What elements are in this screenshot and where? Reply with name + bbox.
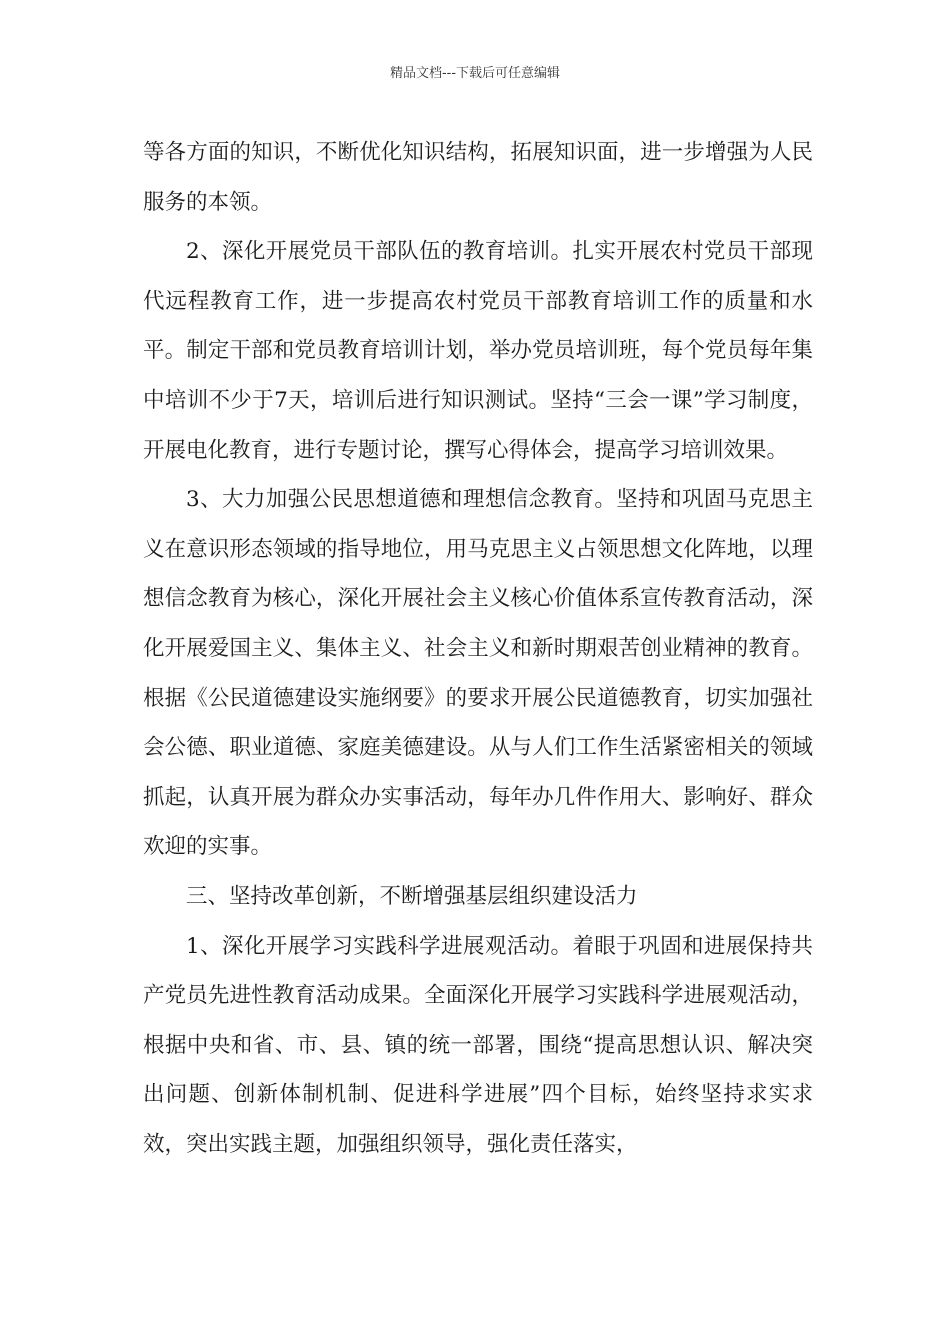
section-heading-reform: 三、坚持改革创新，不断增强基层组织建设活力 — [186, 883, 638, 909]
paragraph-continuation: 等各方面的知识，不断优化知识结构，拓展知识面，进一步增强为人民服务的本领。 — [143, 140, 813, 215]
paragraph-moral-education: 3、大力加强公民思想道德和理想信念教育。坚持和巩固马克思主义在意识形态领域的指导地位，用马克思主义占领思想文化阵地，以理想信念教育为核心，深化开展社会主义核心价值体系宣传教育活动，深化开展爱国主义、集体主义、社会主义和新时期艰苦创业精神的教育。根据《公民道德建设实施纲要》的要求开展公民道德教育，切实加强社会公德、职业道德、家庭美德建设。从与人们工作生活紧密相关的领域抓起，认真开展为群众办实事活动，每年办几件作用大、影响好、群众欢迎的实事。 — [143, 487, 813, 860]
page-header: 精品文档---下载后可任意编辑 — [389, 66, 561, 81]
paragraph-scientific-development: 1、深化开展学习实践科学进展观活动。着眼于巩固和进展保持共产党员先进性教育活动成果。全面深化开展学习实践科学进展观活动，根据中央和省、市、县、镇的统一部署，围绕“提高思想认识、解决突出问题、创新体制机制、促进科学进展”四个目标，始终坚持求实求效，突出实践主题，加强组织领导，强化责任落实， — [143, 933, 813, 1157]
document-body — [143, 128, 813, 1169]
paragraph-party-training: 2、深化开展党员干部队伍的教育培训。扎实开展农村党员干部现代远程教育工作，进一步提高农村党员干部教育培训工作的质量和水平。制定干部和党员教育培训计划，举办党员培训班，每个党员每年集中培训不少于7天，培训后进行知识测试。坚持“三会一课”学习制度，开展电化教育，进行专题讨论，撰写心得体会，提高学习培训效果。 — [143, 239, 813, 463]
